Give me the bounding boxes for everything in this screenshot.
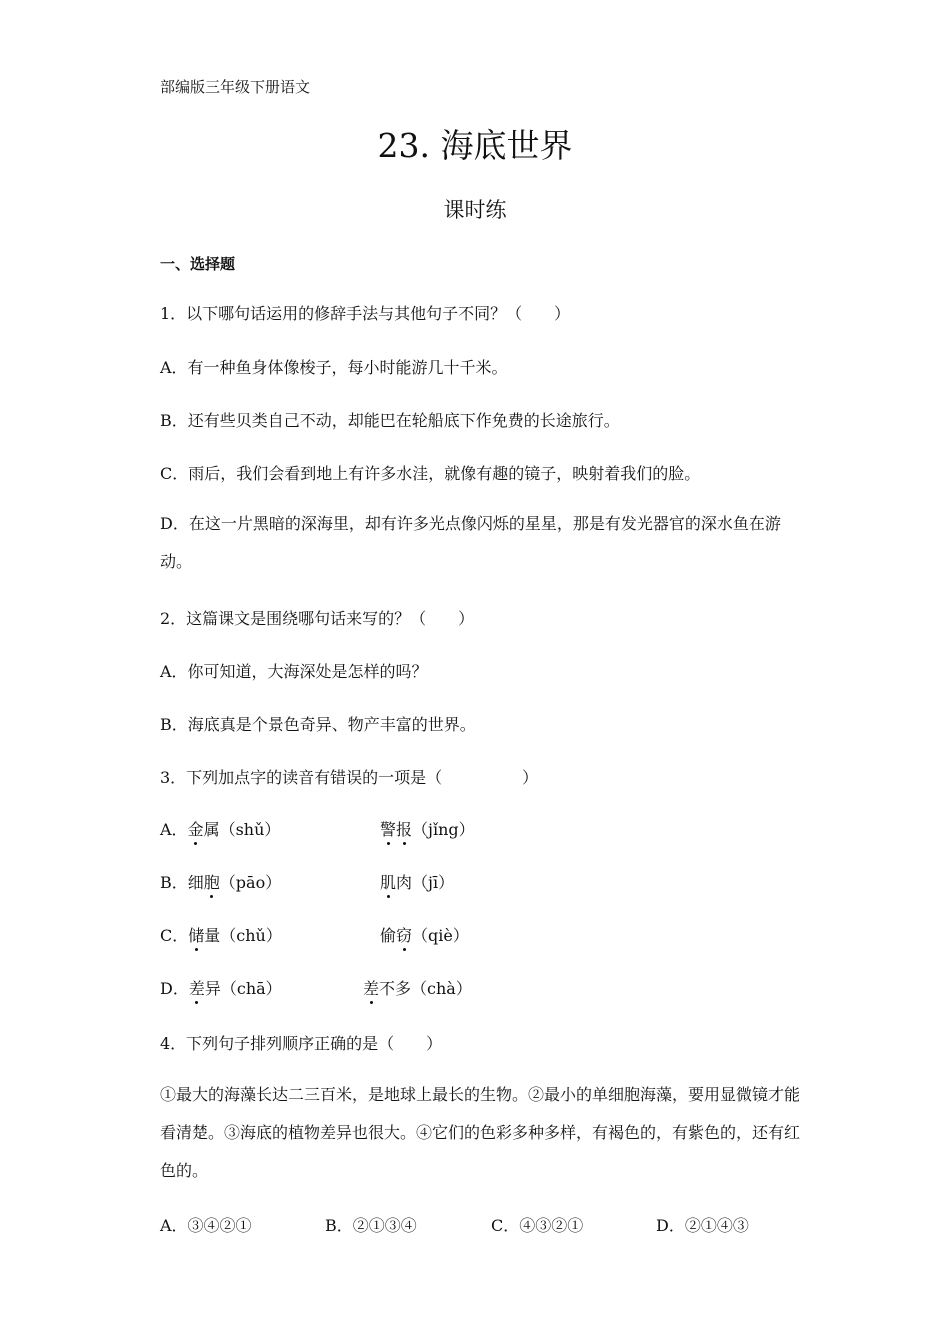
- option-label: B．: [160, 873, 188, 892]
- q3-option-c: [160, 923, 282, 946]
- pinyin: （chǔ）: [220, 926, 282, 945]
- dotted-char: 差: [189, 976, 205, 999]
- pinyin: （chà）: [411, 979, 472, 998]
- dotted-char: 肌: [380, 870, 396, 893]
- document-header: 部编版三年级下册语文: [160, 78, 311, 96]
- page-title: 23. 海底世界: [377, 126, 573, 165]
- dotted-char: 差: [363, 976, 379, 999]
- q4-passage: ①最大的海藻长达二三百米，是地球上最长的生物。②最小的单细胞海藻，要用显微镜才能看清楚。③海底的植物差异也很大。④它们的色彩多种多样，有褐色的，有紫色的，还有红色的。: [160, 1085, 801, 1180]
- q3-option-d-second-word: [363, 976, 472, 999]
- q3-option-c-second-word: [380, 923, 469, 946]
- dotted-char: 储: [188, 923, 204, 946]
- q2-option-a: A．你可知道，大海深处是怎样的吗？: [160, 662, 428, 681]
- q1-option-c: C．雨后，我们会看到地上有许多水洼，就像有趣的镜子，映射着我们的脸。: [160, 464, 701, 483]
- dotted-char: 警: [380, 817, 396, 840]
- word-pre: 偷: [380, 926, 397, 945]
- q3-option-b: [160, 870, 281, 893]
- q3-option-b-second-word: [380, 870, 454, 893]
- q3-option-a: [160, 817, 280, 840]
- pinyin: （qiè）: [412, 926, 469, 945]
- q4-option-a: A．③④②①: [160, 1216, 252, 1235]
- q4-option-b: B．②①③④: [325, 1216, 417, 1235]
- q2-option-b: B．海底真是个景色奇异、物产丰富的世界。: [160, 715, 476, 734]
- option-label: D．: [160, 979, 189, 998]
- q2-stem: 2．这篇课文是围绕哪句话来写的？（ ）: [160, 609, 475, 628]
- pinyin: （chā）: [220, 979, 282, 998]
- word-rest: 异: [204, 979, 221, 998]
- word-pre: 细: [187, 873, 204, 892]
- q3-option-a-second-word: [380, 817, 475, 840]
- q4-option-c: C．④③②①: [491, 1216, 584, 1235]
- q4-stem: 4．下列句子排列顺序正确的是（ ）: [160, 1034, 443, 1053]
- pinyin: （shǔ）: [219, 820, 281, 839]
- word-rest: 量: [204, 926, 221, 945]
- dotted-char: 报: [396, 817, 412, 840]
- q1-option-b: B．还有些贝类自己不动，却能巴在轮船底下作免费的长途旅行。: [160, 411, 620, 430]
- q3-stem: 3．下列加点字的读音有错误的一项是（ ）: [160, 768, 539, 787]
- pinyin: （jī）: [412, 873, 455, 892]
- page-subtitle: 课时练: [443, 198, 507, 222]
- dotted-char: 窃: [396, 923, 412, 946]
- pinyin: （pāo）: [219, 873, 282, 892]
- q4-option-d: D．②①④③: [656, 1216, 749, 1235]
- option-label: A．: [160, 820, 188, 839]
- word-rest: 属: [203, 820, 220, 839]
- q3-option-d: [160, 976, 282, 999]
- q1-option-d: D．在这一片黑暗的深海里，却有许多光点像闪烁的星星，那是有发光器官的深水鱼在游动。: [160, 514, 781, 571]
- q1-stem: 1．以下哪句话运用的修辞手法与其他句子不同？（ ）: [160, 304, 571, 323]
- pinyin: （jǐng）: [412, 820, 475, 839]
- section-heading: 一、选择题: [160, 255, 236, 273]
- dotted-char: 金: [188, 817, 204, 840]
- word-rest: 不多: [379, 979, 412, 998]
- word-rest: 肉: [396, 873, 413, 892]
- q1-option-a: A．有一种鱼身体像梭子，每小时能游几十千米。: [160, 358, 508, 377]
- dotted-char: 胞: [204, 870, 220, 893]
- option-label: C．: [160, 926, 189, 945]
